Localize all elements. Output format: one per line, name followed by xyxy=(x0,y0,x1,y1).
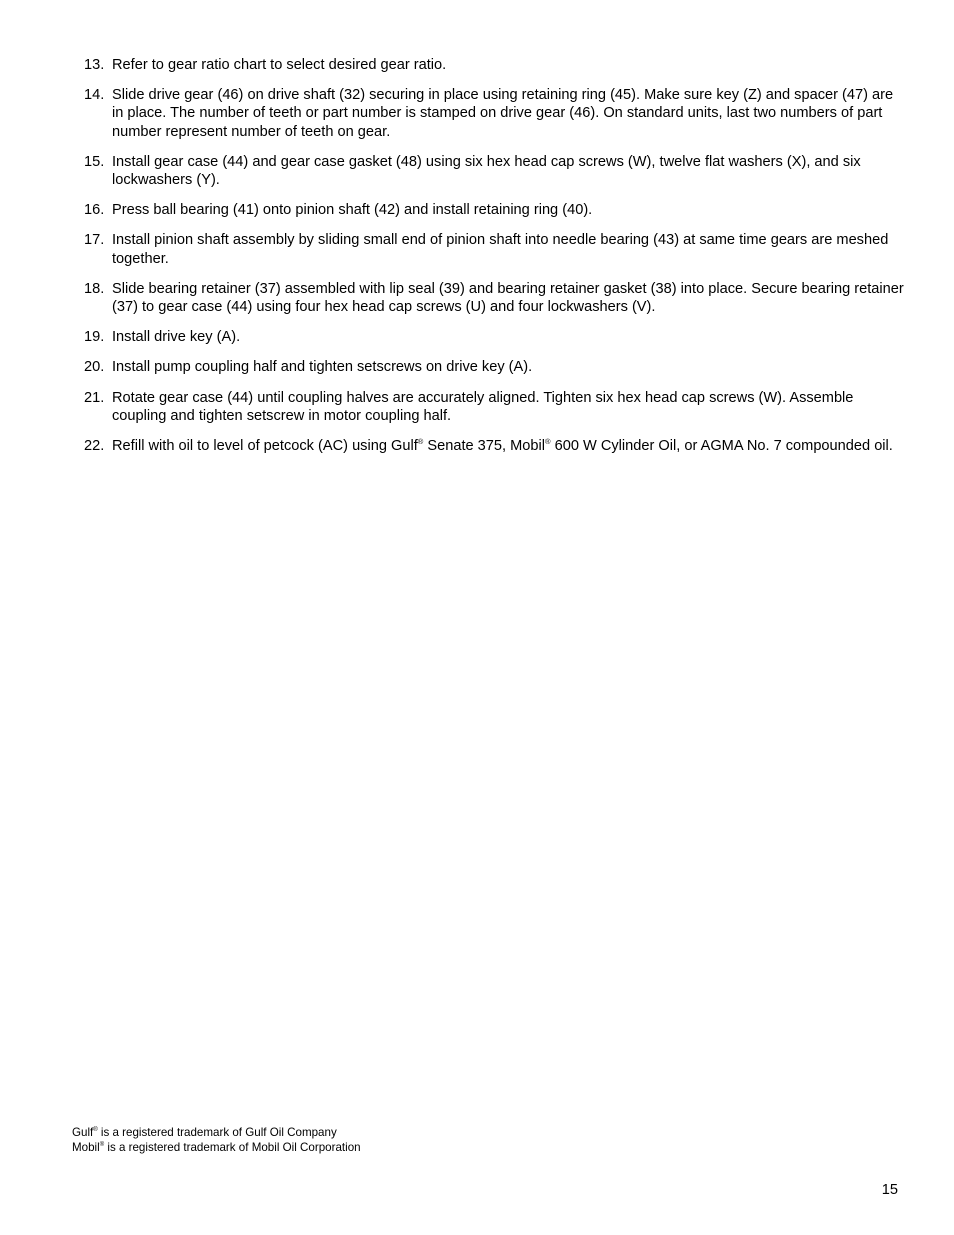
step-22 xyxy=(84,437,904,455)
step-text: Install pump coupling half and tighten setscrews on drive key (A). xyxy=(112,359,533,376)
step-text-part: Refill with oil to level of petcock (AC) using Gulf xyxy=(112,438,418,455)
step-text: Install gear case (44) and gear case gasket (48) using six hex head cap screws (W), twelve flat washers (X), and six lockwashers (Y). xyxy=(112,153,861,189)
footnote-brand: Mobil xyxy=(72,1141,100,1154)
page-number: 15 xyxy=(881,1182,898,1198)
step-text: Rotate gear case (44) until coupling halves are accurately aligned. Tighten six hex head cap screws (W). Assemble coupling and tighten setscrew in motor coupling half. xyxy=(112,389,854,424)
registered-mark: ® xyxy=(417,437,424,447)
step-text: Install drive key (A). xyxy=(112,329,241,346)
step-number: 20. xyxy=(84,359,105,376)
trademark-footnotes xyxy=(72,1125,361,1155)
step-21 xyxy=(84,389,904,425)
footnote-text: is a registered trademark of Mobil Oil Corporation xyxy=(104,1141,361,1154)
step-number: 22. xyxy=(84,438,105,455)
step-number: 19. xyxy=(84,329,105,346)
footnote-mobil xyxy=(72,1140,361,1155)
step-number: 14. xyxy=(84,87,105,104)
step-13 xyxy=(84,56,904,74)
step-16 xyxy=(84,201,904,219)
step-15 xyxy=(84,153,904,189)
assembly-steps-list xyxy=(84,56,904,467)
step-text xyxy=(112,437,904,455)
step-text: Install pinion shaft assembly by sliding small end of pinion shaft into needle bearing (43) at same time gears are meshed together. xyxy=(112,232,889,267)
step-17 xyxy=(84,231,904,267)
footnote-gulf xyxy=(72,1125,361,1140)
step-text: Slide drive gear (46) on drive shaft (32) securing in place using retaining ring (45). Make sure key (Z) and spacer (47) are in place. The number of teeth or part number is stamped on drive gear (46). On standard units, last two numbers of part number represent number of teeth on gear. xyxy=(112,87,894,140)
step-18 xyxy=(84,280,904,316)
footnote-text: is a registered trademark of Gulf Oil Company xyxy=(97,1126,337,1139)
step-number: 15. xyxy=(84,153,105,170)
step-text: Refer to gear ratio chart to select desired gear ratio. xyxy=(112,57,447,73)
registered-mark: ® xyxy=(545,437,551,447)
step-text-part: 600 W Cylinder Oil, or AGMA No. 7 compounded oil. xyxy=(550,438,893,455)
step-number: 17. xyxy=(84,232,105,249)
step-text: Slide bearing retainer (37) assembled with lip seal (39) and bearing retainer gasket (38) into place. Secure bearing retainer (37) to gear case (44) using four hex head cap screws (U) and four lockwashers (V). xyxy=(112,280,904,316)
step-text-part: Senate 375, Mobil xyxy=(423,438,546,455)
footnote-brand: Gulf xyxy=(72,1126,94,1139)
step-20 xyxy=(84,358,904,376)
step-number: 13. xyxy=(84,57,105,73)
registered-mark: ® xyxy=(93,1127,98,1133)
step-number: 16. xyxy=(84,202,105,219)
step-number: 21. xyxy=(84,389,105,406)
step-14 xyxy=(84,86,904,141)
step-19 xyxy=(84,328,904,346)
step-number: 18. xyxy=(84,280,105,297)
registered-mark: ® xyxy=(99,1142,105,1148)
step-text: Press ball bearing (41) onto pinion shaft (42) and install retaining ring (40). xyxy=(112,202,593,219)
